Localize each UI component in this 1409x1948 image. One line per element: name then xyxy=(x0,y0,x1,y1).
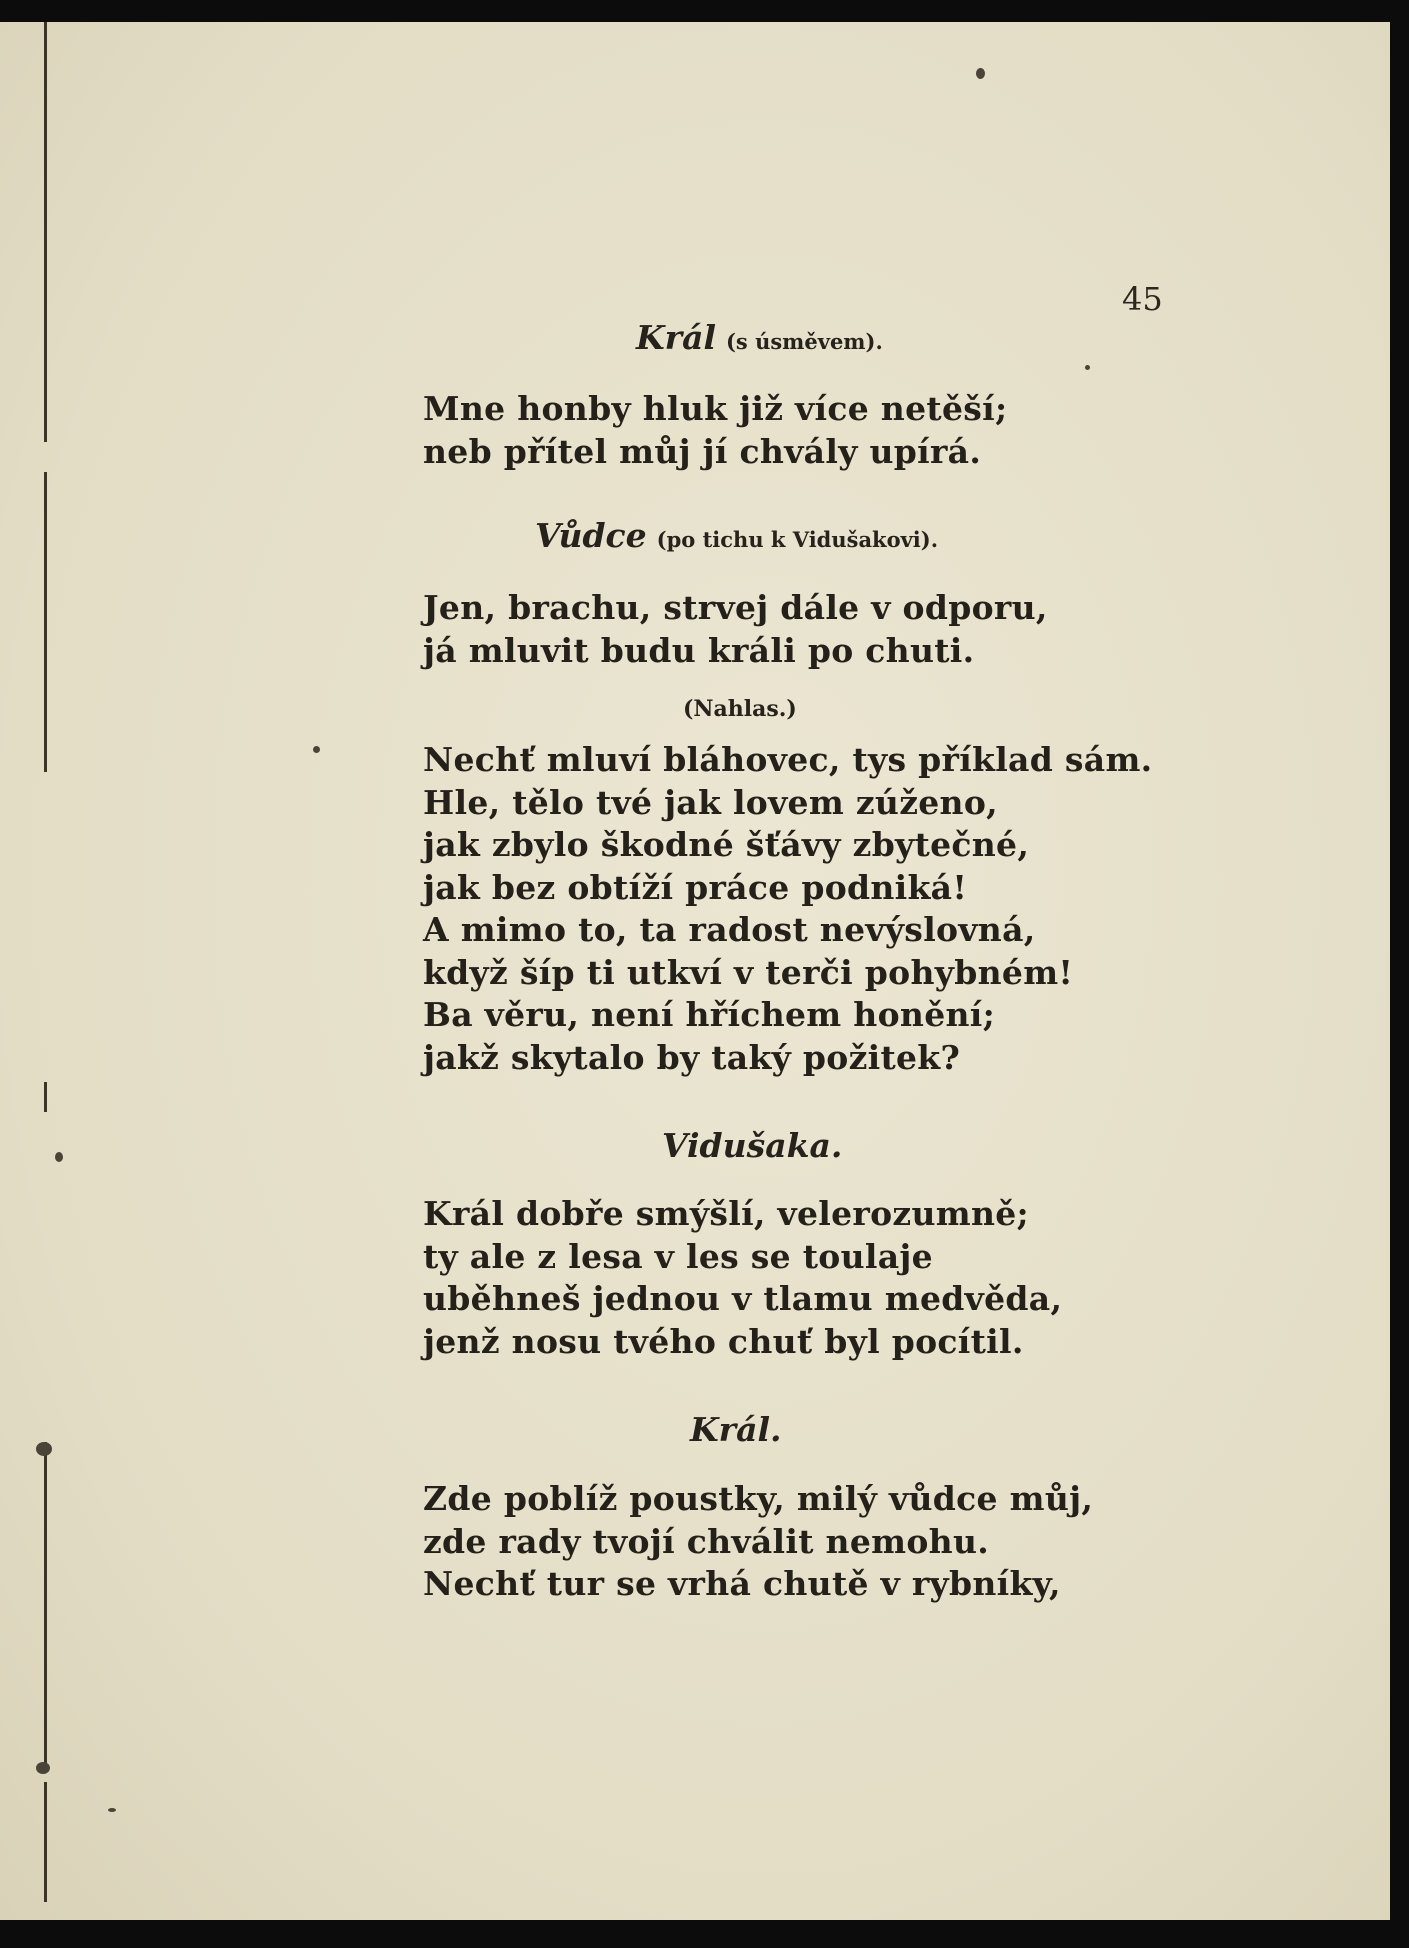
verse-line: jak zbylo škodné šťávy zbytečné, xyxy=(423,825,1030,864)
verse-line: jenž nosu tvého chuť byl pocítil. xyxy=(423,1321,1024,1361)
verse-line: já mluvit budu králi po chuti. xyxy=(423,630,975,670)
ink-speck xyxy=(36,1442,52,1456)
verse-line: Jen, brachu, strvej dále v odporu, xyxy=(423,588,1048,627)
verse-line: uběhneš jednou v tlamu medvěda, xyxy=(423,1279,1063,1318)
stage-direction: (Nahlas.) xyxy=(683,696,797,722)
verse-block xyxy=(423,1478,1093,1606)
ink-speck xyxy=(976,68,985,79)
stage-direction: (po tichu k Vidušakovi). xyxy=(656,527,939,552)
verse-line: Hle, tělo tvé jak lovem zúženo, xyxy=(423,782,998,822)
verse-block xyxy=(423,739,1152,1079)
scan-top-border xyxy=(0,0,1409,22)
verse-line: Zde poblíž poustky, milý vůdce můj, xyxy=(423,1479,1094,1518)
page-number: 45 xyxy=(1122,280,1163,318)
verse-block xyxy=(423,1193,1062,1363)
binding-edge-line xyxy=(44,1782,47,1902)
speaker-name xyxy=(636,318,883,357)
speaker-name xyxy=(535,516,938,555)
ink-speck xyxy=(108,1808,116,1812)
scan-bottom-border xyxy=(0,1920,1409,1948)
verse-line: neb přítel můj jí chvály upírá. xyxy=(423,431,982,471)
binding-edge-line xyxy=(44,472,47,772)
verse-line: Nechť mluví bláhovec, tys příklad sám. xyxy=(423,740,1153,779)
verse-line: jak bez obtíží práce podniká! xyxy=(423,867,968,907)
verse-line: Král dobře smýšlí, velerozumně; xyxy=(423,1194,1030,1233)
scan-right-border xyxy=(1390,0,1409,1948)
speaker-label: Vidušaka. xyxy=(662,1126,843,1165)
speaker-label: Král xyxy=(636,318,716,357)
verse-block xyxy=(423,388,1007,473)
binding-edge-line xyxy=(44,1442,47,1772)
verse-line: A mimo to, ta radost nevýslovná, xyxy=(423,910,1036,949)
binding-edge-line xyxy=(44,22,47,442)
verse-line: Nechť tur se vrhá chutě v rybníky, xyxy=(423,1564,1061,1603)
ink-speck xyxy=(313,746,320,753)
book-page xyxy=(0,22,1390,1920)
verse-block xyxy=(423,587,1048,672)
speaker-label: Vůdce xyxy=(535,516,647,555)
verse-line: Ba věru, není hříchem honění; xyxy=(423,995,996,1034)
verse-line: ty ale z lesa v les se toulaje xyxy=(423,1236,933,1276)
verse-line: Mne honby hluk již více netěší; xyxy=(423,389,1008,428)
speaker-name xyxy=(662,1126,842,1165)
speaker-label: Král. xyxy=(690,1410,782,1449)
ink-speck xyxy=(1085,365,1090,370)
ink-speck xyxy=(55,1152,63,1162)
verse-line: zde rady tvojí chválit nemohu. xyxy=(423,1521,990,1561)
verse-line: když šíp ti utkví v terči pohybném! xyxy=(423,952,1074,992)
stage-direction: (s úsměvem). xyxy=(726,329,883,354)
binding-edge-line xyxy=(44,1082,47,1112)
speaker-name xyxy=(690,1410,781,1449)
verse-line: jakž skytalo by taký požitek? xyxy=(423,1037,961,1077)
ink-speck xyxy=(36,1762,50,1774)
